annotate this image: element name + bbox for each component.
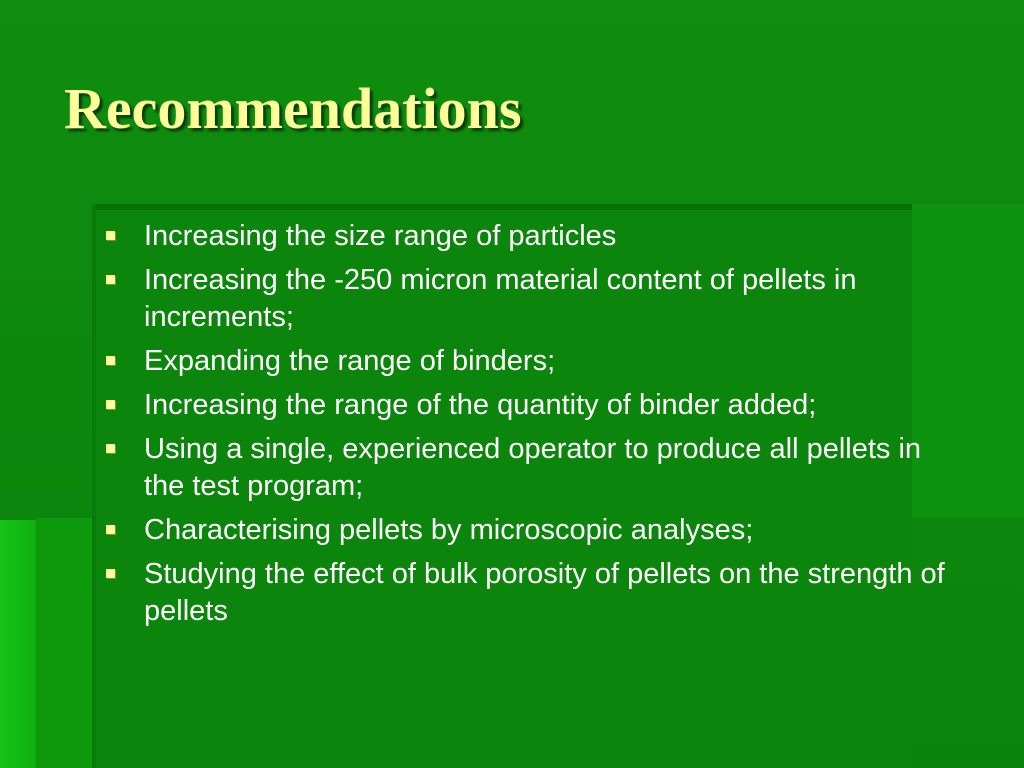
square-bullet-icon [106,356,115,365]
bullet-item [104,343,964,380]
bullet-text: Using a single, experienced operator to produce all pellets in the test program; [144,433,922,502]
bullet-item [104,512,964,549]
bullet-text: Characterising pellets by microscopic analyses; [144,514,754,546]
bullet-text: Increasing the size range of particles [144,220,617,252]
square-bullet-icon [106,275,115,284]
bullet-text: Expanding the range of binders; [144,345,556,377]
decorative-panel-left [0,520,40,768]
bullet-item [104,218,964,255]
content-panel-left-edge [92,204,96,768]
bullet-item [104,431,964,505]
square-bullet-icon [106,444,115,453]
bullet-item [104,556,964,630]
content-panel-top-edge [94,204,912,210]
slide-title: Recommendations [64,76,522,141]
bullet-text: Increasing the -250 micron material content of pellets in increments; [144,264,857,333]
square-bullet-icon [106,231,115,240]
bullet-text: Increasing the range of the quantity of binder added; [144,389,817,421]
bullet-item [104,387,964,424]
square-bullet-icon [106,525,115,534]
decorative-panel-left-inner [36,518,96,768]
bullet-text: Studying the effect of bulk porosity of pellets on the strength of pellets [144,558,945,627]
square-bullet-icon [106,400,115,409]
bullet-item [104,262,964,336]
bullet-list [104,218,964,637]
square-bullet-icon [106,569,115,578]
